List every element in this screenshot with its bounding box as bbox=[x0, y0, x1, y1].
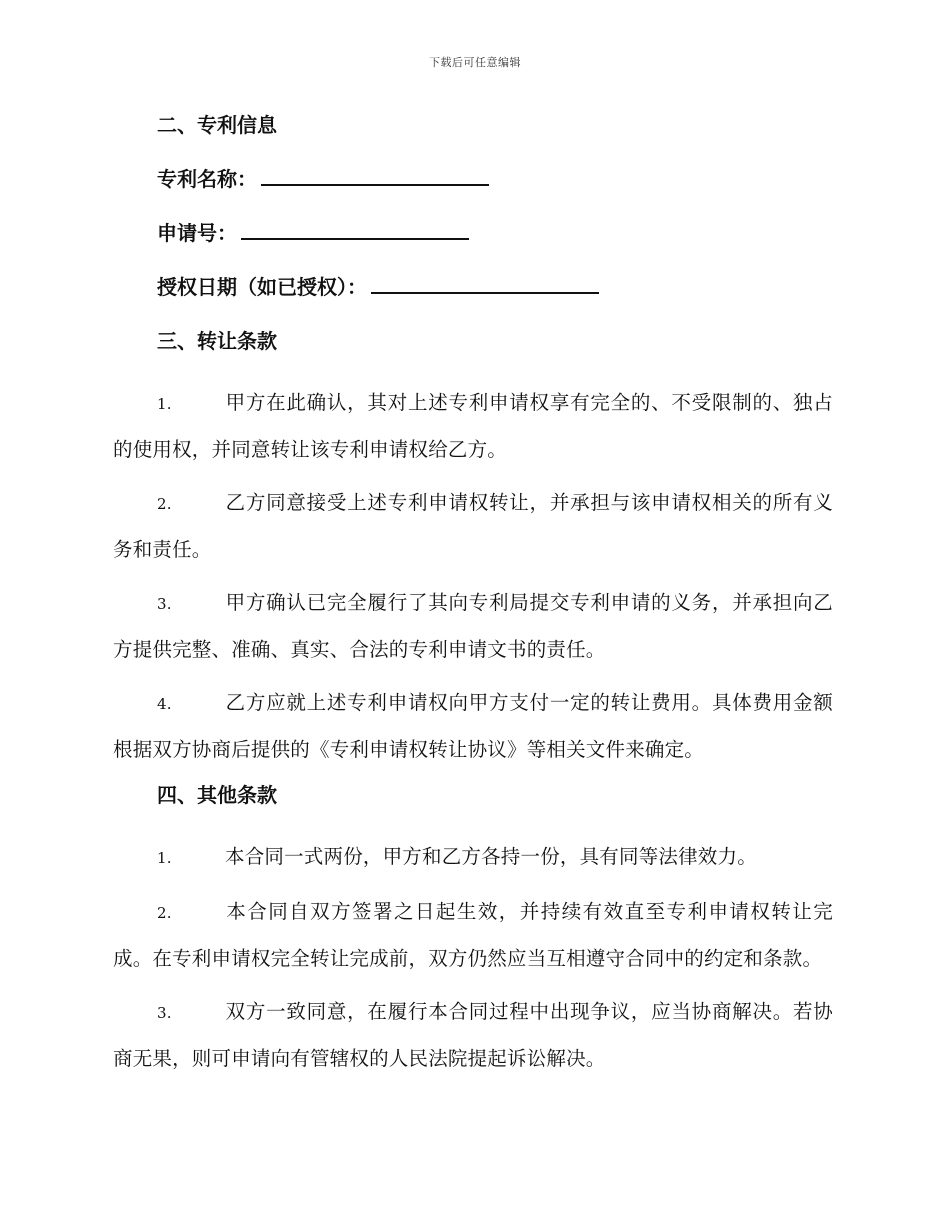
blank-line bbox=[371, 274, 599, 294]
clause-text: 乙方应就上述专利申请权向甲方支付一定的转让费用。具体费用金额根据双方协商后提供的《专利申请权转让协议》等相关文件来确定。 bbox=[113, 691, 833, 761]
clause-item bbox=[113, 989, 833, 1081]
clause-number: 1. bbox=[157, 395, 172, 413]
clause-item bbox=[113, 380, 833, 472]
document-body bbox=[113, 110, 833, 1089]
clause-number: 2. bbox=[157, 495, 172, 513]
clause-text: 本合同自双方签署之日起生效，并持续有效直至专利申请权转让完成。在专利申请权完全转让完成前，双方仍然应当互相遵守合同中的约定和条款。 bbox=[113, 900, 833, 970]
field-label: 专利名称： bbox=[157, 167, 257, 191]
blank-line bbox=[261, 166, 489, 186]
clause-text: 甲方在此确认，其对上述专利申请权享有完全的、不受限制的、独占的使用权，并同意转让该专利申请权给乙方。 bbox=[113, 391, 833, 461]
blank-line bbox=[241, 220, 469, 240]
clause-text: 甲方确认已完全履行了其向专利局提交专利申请的义务，并承担向乙方提供完整、准确、真实、合法的专利申请文书的责任。 bbox=[113, 591, 833, 661]
section-heading-other-terms: 四、其他条款 bbox=[157, 783, 277, 807]
clause-item bbox=[113, 480, 833, 572]
field-patent-name bbox=[157, 164, 833, 194]
clause-text: 乙方同意接受上述专利申请权转让，并承担与该申请权相关的所有义务和责任。 bbox=[113, 491, 833, 561]
page-header-note: 下载后可任意编辑 bbox=[429, 56, 521, 69]
clause-number: 3. bbox=[157, 1004, 172, 1022]
section-heading-transfer-terms: 三、转让条款 bbox=[157, 329, 277, 353]
field-label: 授权日期（如已授权）： bbox=[157, 275, 367, 299]
clause-item bbox=[113, 680, 833, 772]
clause-number: 2. bbox=[157, 904, 172, 922]
clause-item bbox=[113, 889, 833, 981]
clause-number: 4. bbox=[157, 695, 172, 713]
clause-item bbox=[113, 580, 833, 672]
clause-text: 本合同一式两份，甲方和乙方各持一份，具有同等法律效力。 bbox=[225, 845, 757, 868]
field-label: 申请号： bbox=[157, 221, 237, 245]
clause-item bbox=[113, 834, 833, 881]
field-application-number bbox=[157, 218, 833, 248]
clause-number: 1. bbox=[157, 849, 172, 867]
field-grant-date bbox=[157, 272, 833, 302]
clause-text: 双方一致同意，在履行本合同过程中出现争议，应当协商解决。若协商无果，则可申请向有管辖权的人民法院提起诉讼解决。 bbox=[113, 1000, 833, 1070]
section-heading-patent-info: 二、专利信息 bbox=[157, 113, 277, 137]
clause-number: 3. bbox=[157, 595, 172, 613]
